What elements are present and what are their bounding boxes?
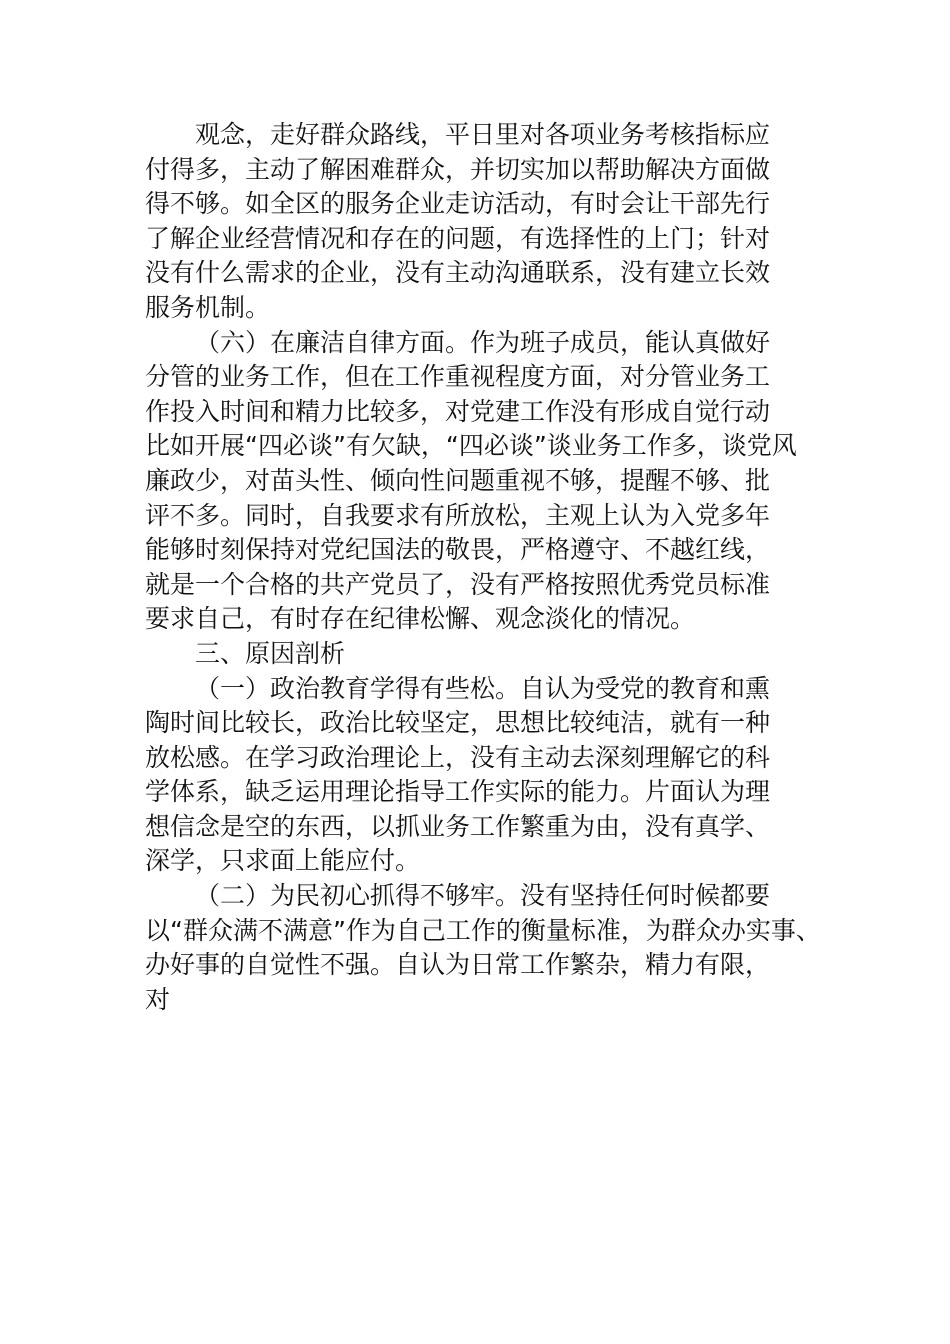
cause-one-line: （一）政治教育学得有些松。自认为受党的教育和熏	[195, 673, 771, 703]
body-line: 作投入时间和精力比较多，对党建工作没有形成自觉行动	[145, 396, 771, 426]
body-line: 要求自己，有时存在纪律松懈、观念淡化的情况。	[145, 604, 696, 634]
section-heading: 三、原因剖析	[195, 638, 346, 668]
body-line: 得不够。如全区的服务企业走访活动，有时会让干部先行	[145, 189, 771, 219]
body-line: 就是一个合格的共产党员了，没有严格按照优秀党员标准	[145, 569, 771, 599]
body-line: 想信念是空的东西，以抓业务工作繁重为由，没有真学、	[145, 811, 771, 841]
body-line: 以“群众满不满意”作为自己工作的衡量标准，为群众办实事、	[145, 915, 821, 945]
cause-two-line: （二）为民初心抓得不够牢。没有坚持任何时候都要	[195, 881, 771, 911]
body-line: 没有什么需求的企业，没有主动沟通联系，没有建立长效	[145, 258, 771, 288]
body-line: 评不多。同时，自我要求有所放松，主观上认为入党多年	[145, 500, 771, 530]
body-line: 服务机制。	[145, 292, 271, 322]
document-body	[145, 118, 821, 1017]
body-line: 办好事的自觉性不强。自认为日常工作繁杂，精力有限，	[145, 950, 771, 980]
body-line: 付得多，主动了解困难群众，并切实加以帮助解决方面做	[145, 154, 771, 184]
body-line: 陶时间比较长，政治比较坚定，思想比较纯洁，就有一种	[145, 708, 771, 738]
body-line: 廉政少，对苗头性、倾向性问题重视不够，提醒不够、批	[145, 465, 771, 495]
body-line: 深学，只求面上能应付。	[145, 846, 421, 876]
body-line: 学体系，缺乏运用理论指导工作实际的能力。片面认为理	[145, 777, 771, 807]
body-line: 放松感。在学习政治理论上，没有主动去深刻理解它的科	[145, 742, 771, 772]
body-line: 了解企业经营情况和存在的问题，有选择性的上门；针对	[145, 223, 771, 253]
body-line: 观念，走好群众路线，平日里对各项业务考核指标应	[195, 120, 771, 149]
body-line: 能够时刻保持对党纪国法的敬畏，严格遵守、不越红线，	[145, 535, 771, 565]
body-line: 比如开展“四必谈”有欠缺，“四必谈”谈业务工作多，谈党风	[145, 431, 797, 461]
body-line: 分管的业务工作，但在工作重视程度方面，对分管业务工	[145, 362, 771, 392]
section-six-line: （六）在廉洁自律方面。作为班子成员，能认真做好	[195, 327, 771, 357]
body-line: 对	[145, 984, 171, 1014]
